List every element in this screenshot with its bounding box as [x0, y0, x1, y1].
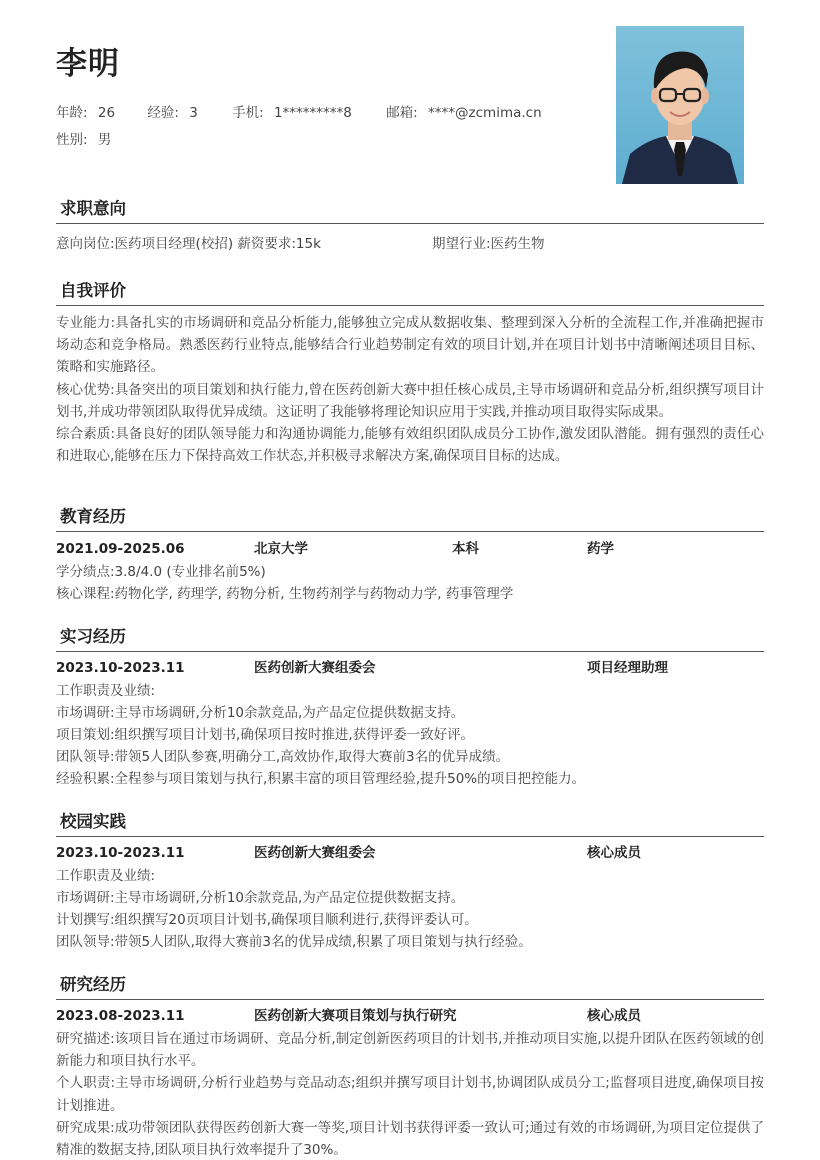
courses-line: 核心课程:药物化学, 药理学, 药物分析, 生物药剂学与药物动力学, 药事管理学 [56, 586, 514, 602]
research-role: 核心成员 [587, 1008, 641, 1024]
research-paragraph: 个人职责:主导市场调研,分析行业趋势与竞品动态;组织并撰写项目计划书,协调团队成员分工;监督项目进度,确保项目按计划推进。 [56, 1075, 764, 1114]
internship-line: 经验积累:全程参与项目策划与执行,积累丰富的项目管理经验,提升50%的项目把控能力。 [56, 771, 586, 787]
campus-practice-section [56, 809, 764, 953]
school-name: 北京大学 [254, 541, 308, 557]
section-title: 研究经历 [56, 972, 764, 1000]
self-eval-paragraph: 核心优势:具备突出的项目策划和执行能力,曾在医药创新大赛中担任核心成员,主导市场调研和竞品分析,组织撰写项目计划书,并成功带领团队取得优异成绩。这证明了我能够将理论知识应用于实践,并推动项目取得实际成果。 [56, 381, 764, 420]
candidate-name: 李明 [56, 46, 120, 82]
job-intent-section [56, 196, 764, 255]
research-paragraph: 研究成果:成功带领团队获得医药创新大赛一等奖,项目计划书获得评委一致认可;通过有效的市场调研,为项目定位提供了精准的数据支持,团队项目执行效率提升了30%。 [56, 1119, 764, 1159]
internship-line: 工作职责及业绩: [56, 683, 156, 699]
self-evaluation-section [56, 278, 764, 467]
internship-org: 医药创新大赛组委会 [254, 660, 376, 676]
portrait-illustration [616, 26, 744, 184]
age-label: 年龄: [56, 105, 88, 121]
campus-line: 计划撰写:组织撰写20页项目计划书,确保项目顺利进行,获得评委认可。 [56, 912, 478, 928]
age-value: 26 [97, 105, 116, 121]
experience-value: 3 [189, 105, 198, 121]
education-date: 2021.09-2025.06 [56, 541, 185, 557]
research-paragraph: 研究描述:该项目旨在通过市场调研、竞品分析,制定创新医药项目的计划书,并推动项目实施,以提升团队在医药领域的创新能力和项目执行水平。 [56, 1031, 764, 1070]
campus-role: 核心成员 [587, 845, 641, 861]
research-date: 2023.08-2023.11 [56, 1008, 185, 1024]
internship-date: 2023.10-2023.11 [56, 660, 185, 676]
email-label: 邮箱: [386, 105, 418, 121]
section-title: 求职意向 [56, 196, 764, 224]
section-title: 教育经历 [56, 504, 764, 532]
research-project: 医药创新大赛项目策划与执行研究 [254, 1008, 457, 1024]
education-header-row [56, 537, 764, 561]
gpa-line: 学分绩点:3.8/4.0 (专业排名前5%) [56, 564, 266, 580]
research-section [56, 972, 764, 1160]
internship-section [56, 624, 764, 790]
basic-info-row [56, 101, 542, 121]
internship-header-row [56, 656, 764, 680]
campus-org: 医药创新大赛组委会 [254, 845, 376, 861]
self-eval-paragraph: 综合素质:具备良好的团队领导能力和沟通协调能力,能够有效组织团队成员分工协作,激发团队潜能。拥有强烈的责任心和进取心,能够在压力下保持高效工作状态,并积极寻求解决方案,确保项目目标的达成。 [56, 426, 764, 465]
section-title: 校园实践 [56, 809, 764, 837]
desired-position: 意向岗位:医药项目经理(校招) 薪资要求:15k [56, 236, 321, 252]
experience-label: 经验: [147, 105, 179, 121]
self-eval-paragraph: 专业能力:具备扎实的市场调研和竞品分析能力,能够独立完成从数据收集、整理到深入分析的全流程工作,并准确把握市场动态和竞争格局。熟悉医药行业特点,能够结合行业趋势制定有效的项目计划,并在项目计划书中清晰阐述项目目标、策略和实施路径。 [56, 315, 764, 376]
gender-value: 男 [97, 132, 112, 148]
email-value: ****@zcmima.cn [428, 105, 542, 121]
internship-line: 项目策划:组织撰写项目计划书,确保项目按时推进,获得评委一致好评。 [56, 727, 475, 743]
campus-line: 工作职责及业绩: [56, 868, 156, 884]
campus-header-row [56, 841, 764, 865]
internship-role: 项目经理助理 [587, 660, 668, 676]
phone-label: 手机: [232, 105, 264, 121]
research-header-row [56, 1004, 764, 1028]
major: 药学 [587, 541, 614, 557]
gender-label: 性别: [56, 132, 88, 148]
phone-value: 1*********8 [273, 105, 352, 121]
section-title: 自我评价 [56, 278, 764, 306]
degree: 本科 [452, 541, 479, 557]
profile-photo [616, 26, 744, 184]
gender-row [56, 128, 111, 148]
campus-line: 市场调研:主导市场调研,分析10余款竞品,为产品定位提供数据支持。 [56, 890, 465, 906]
desired-industry: 期望行业:医药生物 [432, 236, 545, 252]
internship-line: 团队领导:带领5人团队参赛,明确分工,高效协作,取得大赛前3名的优异成绩。 [56, 749, 510, 765]
internship-line: 市场调研:主导市场调研,分析10余款竞品,为产品定位提供数据支持。 [56, 705, 465, 721]
campus-line: 团队领导:带领5人团队,取得大赛前3名的优异成绩,积累了项目策划与执行经验。 [56, 934, 532, 950]
education-section [56, 504, 764, 605]
section-title: 实习经历 [56, 624, 764, 652]
campus-date: 2023.10-2023.11 [56, 845, 185, 861]
